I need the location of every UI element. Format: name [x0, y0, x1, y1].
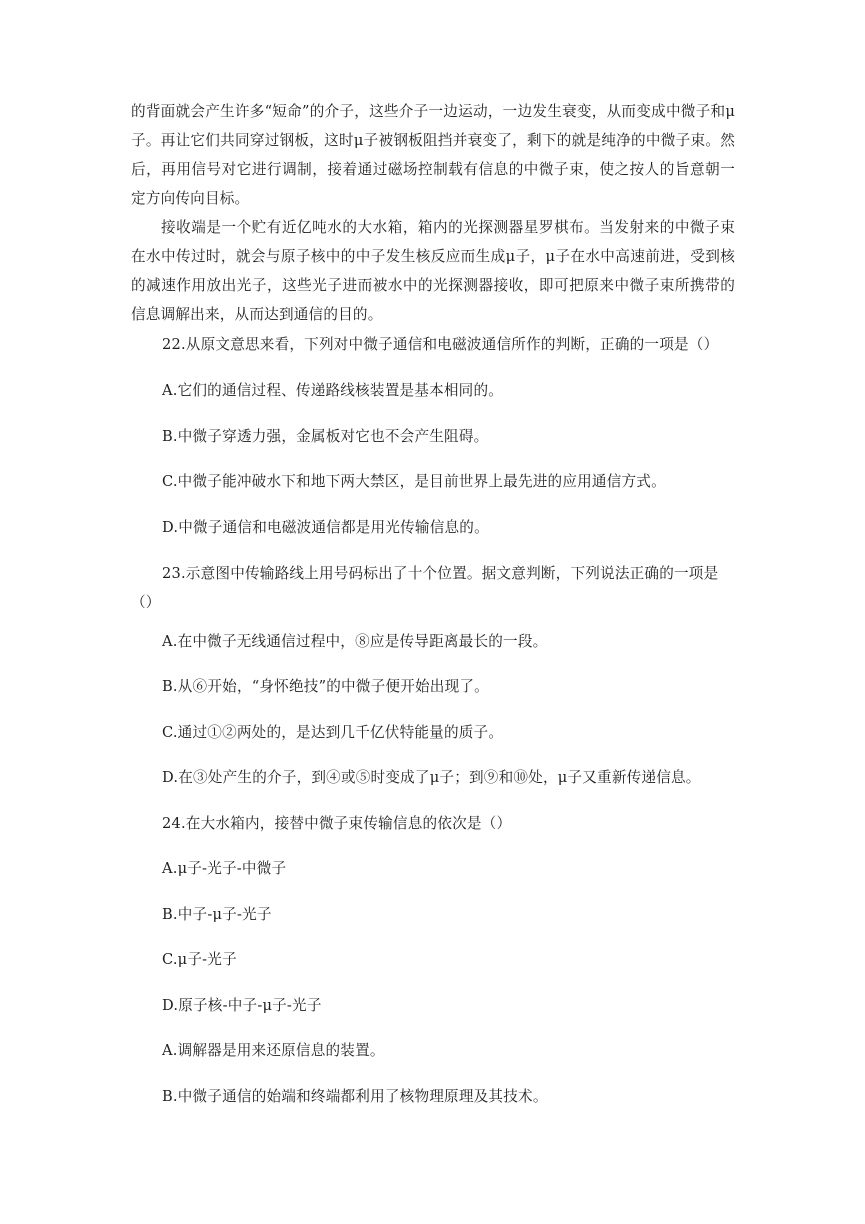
question-23-option-b: B.从⑥开始，“身怀绝技”的中微子便开始出现了。 — [162, 678, 489, 695]
question-22-stem: 22.从原文意思来看，下列对中微子通信和电磁波通信所作的判断，正确的一项是（） — [162, 336, 719, 353]
question-25-option-b: B.中微子通信的始端和终端都利用了核物理原理及其技术。 — [162, 1088, 548, 1105]
question-24-option-c: C.μ子-光子 — [162, 951, 237, 968]
question-24-option-d: D.原子核-中子-μ子-光子 — [162, 997, 322, 1014]
passage-paragraph-1 — [131, 97, 735, 213]
question-23-option-d: D.在③处产生的介子，到④或⑤时变成了μ子；到⑨和⑩处，μ子又重新传递信息。 — [162, 769, 701, 786]
question-22-option-b: B.中微子穿透力强，金属板对它也不会产生阻碍。 — [162, 428, 489, 445]
question-22-option-c: C.中微子能冲破水下和地下两大禁区，是目前世界上最先进的应用通信方式。 — [162, 473, 666, 490]
question-22-option-a: A.它们的通信过程、传递路线核装置是基本相同的。 — [162, 382, 504, 399]
passage-paragraph-1-text: 的背面就会产生许多“短命”的介子，这些介子一边运动，一边发生衰变，从而变成中微子和μ子。再让它们共同穿过钢板，这时μ子被钢板阻挡并衰变了，剩下的就是纯净的中微子束。然后，再用信号对它进行调制，接着通过磁场控制载有信息的中微子束，使之按人的旨意朝一定方向传向目标。 — [131, 103, 735, 207]
passage-paragraph-2-text: 接收端是一个贮有近亿吨水的大水箱，箱内的光探测器星罗棋布。当发射来的中微子束在水中传过时，就会与原子核中的中子发生核反应而生成μ子，μ子在水中高速前进，受到核的减速作用放出光子，这些光子进而被水中的光探测器接收，即可把原来中微子束所携带的信息调解出来，从而达到通信的目的。 — [131, 219, 735, 323]
question-23-option-c: C.通过①②两处的，是达到几千亿伏特能量的质子。 — [162, 724, 504, 741]
question-22-option-d: D.中微子通信和电磁波通信都是用光传输信息的。 — [162, 519, 489, 536]
question-24-stem: 24.在大水箱内，接替中微子束传输信息的依次是（） — [162, 815, 512, 832]
question-24-option-b: B.中子-μ子-光子 — [162, 906, 272, 923]
question-24-option-a: A.μ子-光子-中微子 — [162, 860, 287, 877]
question-25-option-a: A.调解器是用来还原信息的装置。 — [162, 1042, 385, 1059]
question-23-stem: 23.示意图中传输路线上用号码标出了十个位置。据文意判断，下列说法正确的一项是（） — [131, 565, 719, 611]
passage-paragraph-2 — [131, 213, 735, 329]
question-23-option-a: A.在中微子无线通信过程中，⑧应是传导距离最长的一段。 — [162, 633, 548, 650]
